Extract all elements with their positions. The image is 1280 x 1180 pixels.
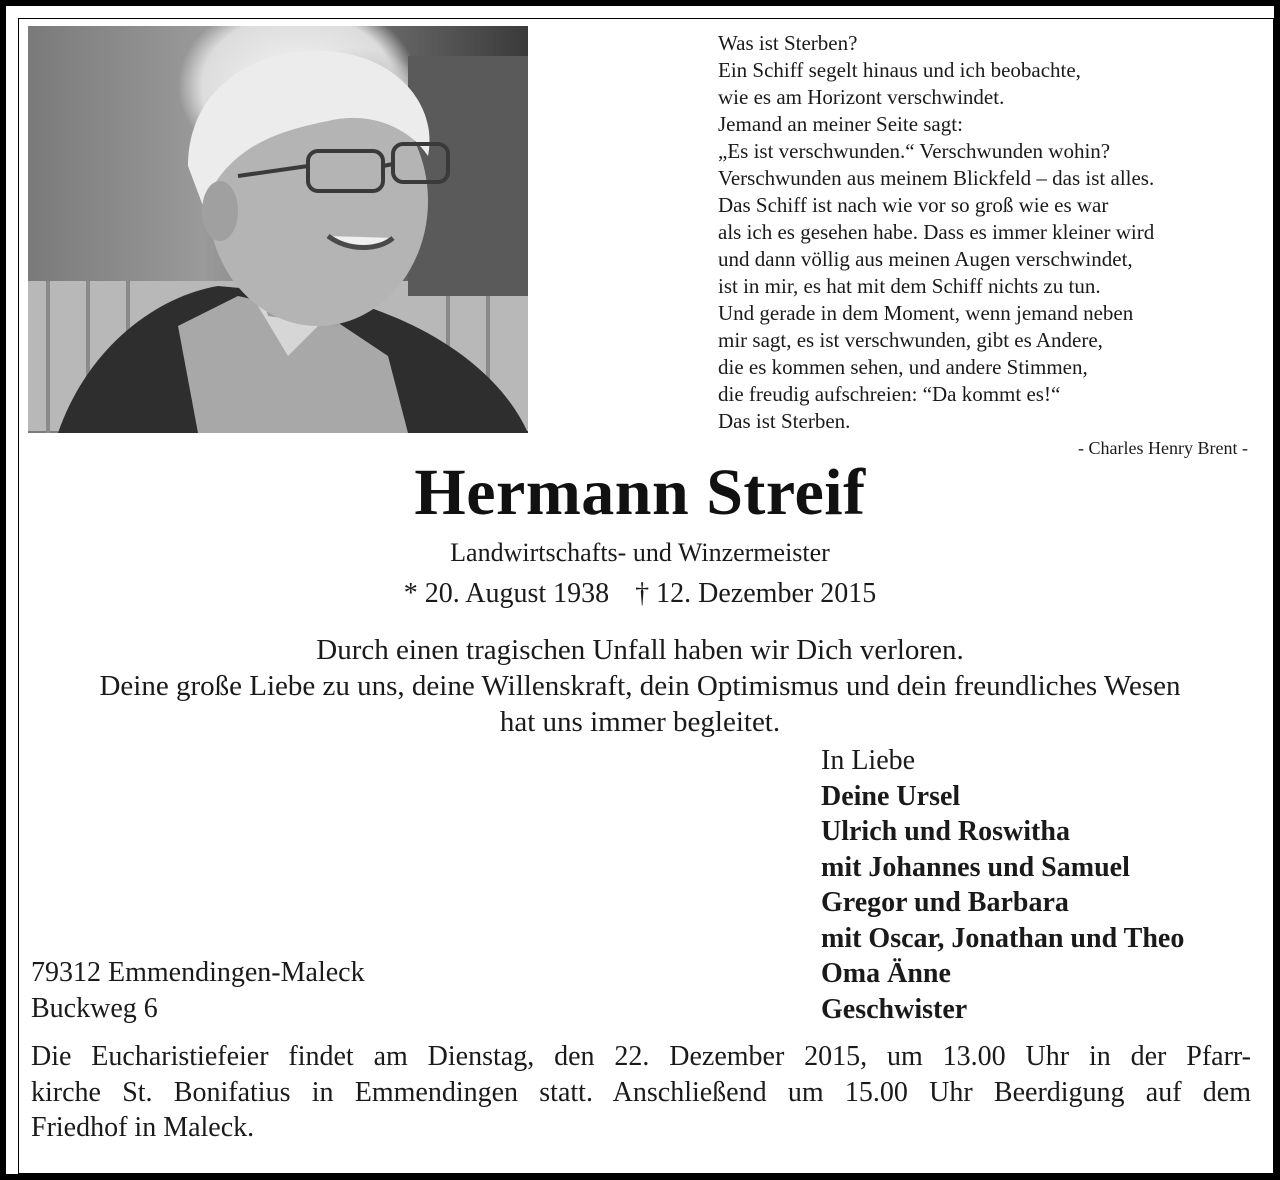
message-line: hat uns immer begleitet. xyxy=(499,706,781,738)
family-member: Oma Änne xyxy=(821,958,951,989)
family-member: Gregor und Barbara xyxy=(821,887,1069,918)
poem-line: ist in mir, es hat mit dem Schiff nichts zu tun. xyxy=(718,274,1101,298)
memorial-message xyxy=(0,632,1280,740)
poem-line: Und gerade in dem Moment, wenn jemand neben xyxy=(718,301,1134,325)
address-city: 79312 Emmendingen-Maleck xyxy=(31,957,365,988)
family-address xyxy=(31,955,365,1027)
deceased-name: Hermann Streif xyxy=(414,456,866,529)
poem-line: die freudig aufschreien: “Da kommt es!“ xyxy=(718,382,1061,406)
portrait-photo xyxy=(28,26,528,433)
poem-line: Jemand an meiner Seite sagt: xyxy=(718,112,963,136)
family-members xyxy=(821,779,1184,1028)
family-member: Deine Ursel xyxy=(821,780,961,812)
poem-line: Das Schiff ist nach wie vor so groß wie es war xyxy=(718,193,1109,217)
service-notice xyxy=(31,1039,1251,1146)
deceased-profession: Landwirtschafts- und Winzermeister xyxy=(450,538,830,567)
service-line: kirche St. Bonifatius in Emmendingen statt. Anschließend um 15.00 Uhr Beerdigung auf dem xyxy=(31,1076,1251,1108)
birth-date: * 20. August 1938 xyxy=(403,578,610,609)
poem-line: „Es ist verschwunden.“ Verschwunden wohin? xyxy=(718,139,1111,163)
poem-line: Was ist Sterben? xyxy=(718,31,858,55)
service-line: Die Eucharistiefeier findet am Dienstag, den 22. Dezember 2015, um 13.00 Uhr in der Pfarr- xyxy=(31,1041,1251,1072)
message-line: Deine große Liebe zu uns, deine Willenskraft, dein Optimismus und dein freundliches Wesen xyxy=(99,670,1181,702)
family-member: Geschwister xyxy=(821,993,968,1025)
poem-line: mir sagt, es ist verschwunden, gibt es Andere, xyxy=(718,328,1103,352)
family-member: mit Oscar, Jonathan und Theo xyxy=(821,922,1185,954)
poem-line: Verschwunden aus meinem Blickfeld – das ist alles. xyxy=(718,166,1155,190)
poem-line: wie es am Horizont verschwindet. xyxy=(718,85,1005,109)
poem-line: Das ist Sterben. xyxy=(718,409,851,433)
poem-author: - Charles Henry Brent - xyxy=(1078,438,1248,458)
poem-line: und dann völlig aus meinen Augen verschwindet, xyxy=(718,247,1133,271)
poem-line: die es kommen sehen, und andere Stimmen, xyxy=(718,355,1088,379)
family-intro: In Liebe xyxy=(821,745,916,776)
portrait-illustration xyxy=(28,26,528,433)
service-line: Friedhof in Maleck. xyxy=(31,1112,255,1143)
poem-line: als ich es gesehen habe. Dass es immer kleiner wird xyxy=(718,220,1155,244)
family-member: Ulrich und Roswitha xyxy=(821,816,1070,847)
life-dates xyxy=(0,578,1280,610)
family-member: mit Johannes und Samuel xyxy=(821,851,1130,883)
family-signature xyxy=(821,743,1184,1027)
poem xyxy=(718,30,1258,435)
poem-line: Ein Schiff segelt hinaus und ich beobachte, xyxy=(718,58,1081,82)
message-line: Durch einen tragischen Unfall haben wir Dich verloren. xyxy=(316,634,964,666)
address-street: Buckweg 6 xyxy=(31,993,158,1024)
death-date: † 12. Dezember 2015 xyxy=(635,578,877,609)
